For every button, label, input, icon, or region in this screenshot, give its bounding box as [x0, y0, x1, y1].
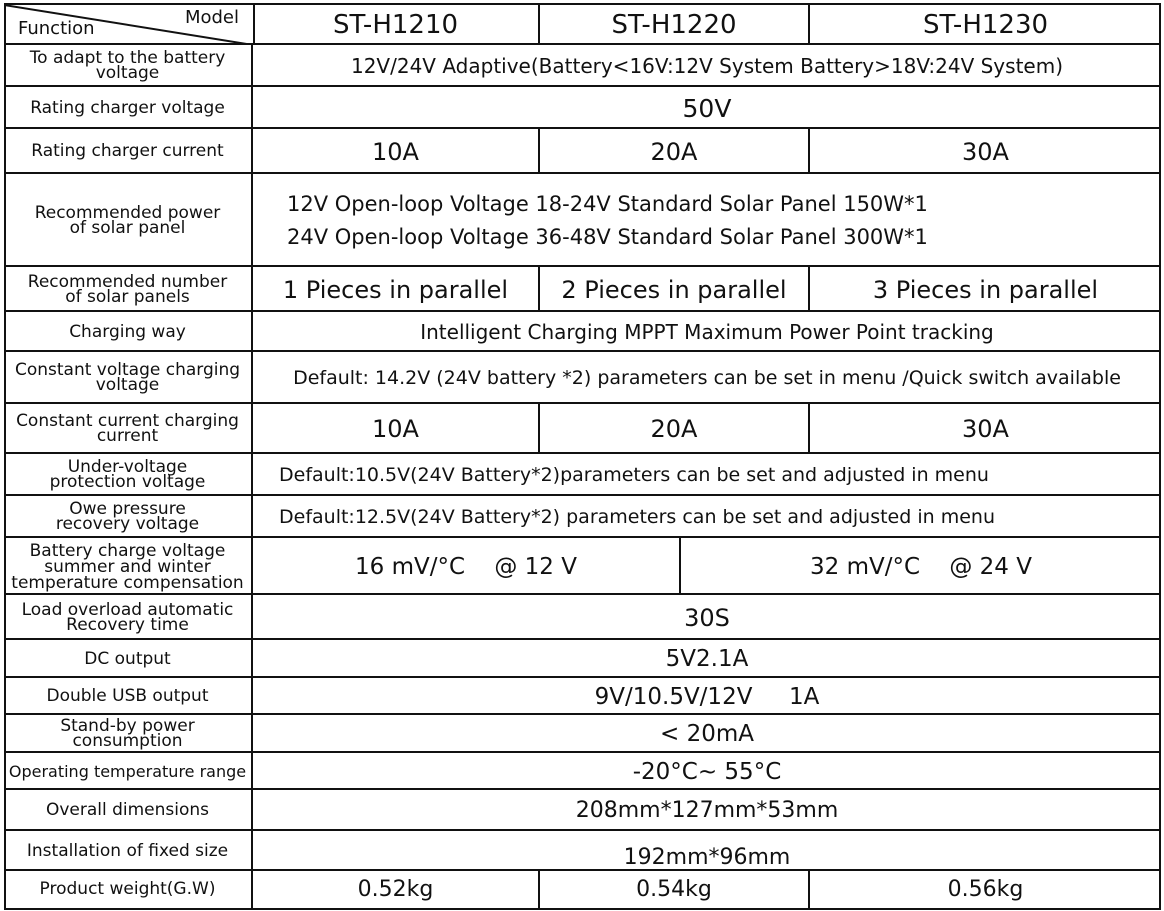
row-label: Charging way	[4, 312, 253, 352]
row-label: To adapt to the battery voltage	[4, 45, 253, 87]
row-label: Owe pressure recovery voltage	[4, 496, 253, 538]
row-value: 50V	[682, 93, 732, 123]
row-value: Default:10.5V(24V Battery*2)parameters can be set and adjusted in menu	[279, 464, 989, 486]
row-recommended-number	[4, 265, 1161, 312]
row-label: Constant voltage charging voltage	[4, 352, 253, 404]
value-24v: 32 mV/°C @ 24 V	[810, 553, 1032, 580]
row-label: Constant current charging current	[4, 404, 253, 454]
row-constant-current	[4, 402, 1161, 454]
model-st-h1220: ST-H1220	[540, 5, 810, 45]
row-under-voltage	[4, 452, 1161, 496]
value-st-h1230: 3 Pieces in parallel	[872, 275, 1099, 304]
row-label: Battery charge voltage summer and winter temperature compensation	[4, 538, 253, 595]
row-value: Default: 14.2V (24V battery *2) parameters can be set in menu /Quick switch available	[293, 367, 1121, 389]
model-label: Model	[184, 7, 239, 28]
row-label: DC output	[4, 640, 253, 678]
value-st-h1220: 20A	[540, 129, 810, 174]
model-st-h1210: ST-H1210	[253, 5, 540, 45]
row-label: Overall dimensions	[4, 790, 253, 831]
row-label: Installation of fixed size	[4, 831, 253, 871]
row-label: Recommended power of solar panel	[4, 174, 253, 267]
row-usb-output	[4, 676, 1161, 715]
row-label: Recommended number of solar panels	[4, 267, 253, 312]
row-value: 12V/24V Adaptive(Battery<16V:12V System Battery>18V:24V System)	[350, 54, 1063, 78]
value-st-h1210: 1 Pieces in parallel	[253, 267, 540, 312]
row-value: 5V2.1A	[665, 646, 749, 672]
row-constant-voltage	[4, 350, 1161, 404]
row-value: 9V/10.5V/12V 1A	[594, 683, 820, 710]
row-product-weight	[4, 869, 1161, 910]
row-overload-recovery	[4, 593, 1161, 640]
row-label: Rating charger voltage	[4, 87, 253, 129]
row-dc-output	[4, 638, 1161, 678]
value-st-h1210: 0.52kg	[253, 871, 540, 908]
row-rated-voltage	[4, 85, 1161, 129]
header-function-model-cell	[4, 5, 255, 45]
row-value: Default:12.5V(24V Battery*2) parameters can be set and adjusted in menu	[279, 506, 995, 528]
row-label: Operating temperature range	[4, 753, 253, 790]
row-value: Intelligent Charging MPPT Maximum Power Point tracking	[420, 320, 994, 344]
spec-table	[4, 3, 1161, 908]
row-owe-recovery	[4, 494, 1161, 538]
row-label: Double USB output	[4, 678, 253, 715]
value-st-h1220: 0.54kg	[540, 871, 810, 908]
value-st-h1210: 10A	[253, 129, 540, 174]
row-installation-size	[4, 829, 1161, 871]
row-operating-temperature	[4, 751, 1161, 790]
model-st-h1230: ST-H1230	[922, 10, 1049, 40]
value-st-h1230: 30A	[962, 415, 1009, 443]
row-value: < 20mA	[660, 721, 754, 747]
row-value: 208mm*127mm*53mm	[575, 798, 839, 823]
header-row	[4, 3, 1161, 45]
row-rated-current	[4, 127, 1161, 174]
row-value: -20°C~ 55°C	[632, 758, 782, 785]
row-label: Stand-by power consumption	[4, 715, 253, 753]
value-st-h1210: 10A	[253, 404, 540, 454]
row-label: Load overload automatic Recovery time	[4, 595, 253, 640]
row-adapt-battery-voltage	[4, 43, 1161, 87]
row-value: 30S	[684, 603, 730, 632]
row-label: Under-voltage protection voltage	[4, 454, 253, 496]
value-12v: 16 mV/°C @ 12 V	[253, 538, 681, 595]
row-label: Product weight(G.W)	[4, 871, 253, 908]
row-label: Rating charger current	[4, 129, 253, 174]
row-charging-way	[4, 310, 1161, 352]
value-st-h1230: 0.56kg	[947, 877, 1024, 902]
row-value: 192mm*96mm	[623, 845, 791, 870]
row-recommended-power	[4, 172, 1161, 267]
row-temperature-compensation	[4, 536, 1161, 595]
row-value	[253, 174, 1161, 267]
row-standby-consumption	[4, 713, 1161, 753]
value-st-h1230: 30A	[962, 137, 1009, 166]
value-st-h1220: 20A	[540, 404, 810, 454]
value-st-h1220: 2 Pieces in parallel	[540, 267, 810, 312]
power-line-24v: 24V Open-loop Voltage 36-48V Standard Solar Panel 300W*1	[287, 224, 928, 249]
power-line-12v: 12V Open-loop Voltage 18-24V Standard Solar Panel 150W*1	[287, 191, 928, 216]
function-label: Function	[18, 18, 95, 39]
row-overall-dimensions	[4, 788, 1161, 831]
